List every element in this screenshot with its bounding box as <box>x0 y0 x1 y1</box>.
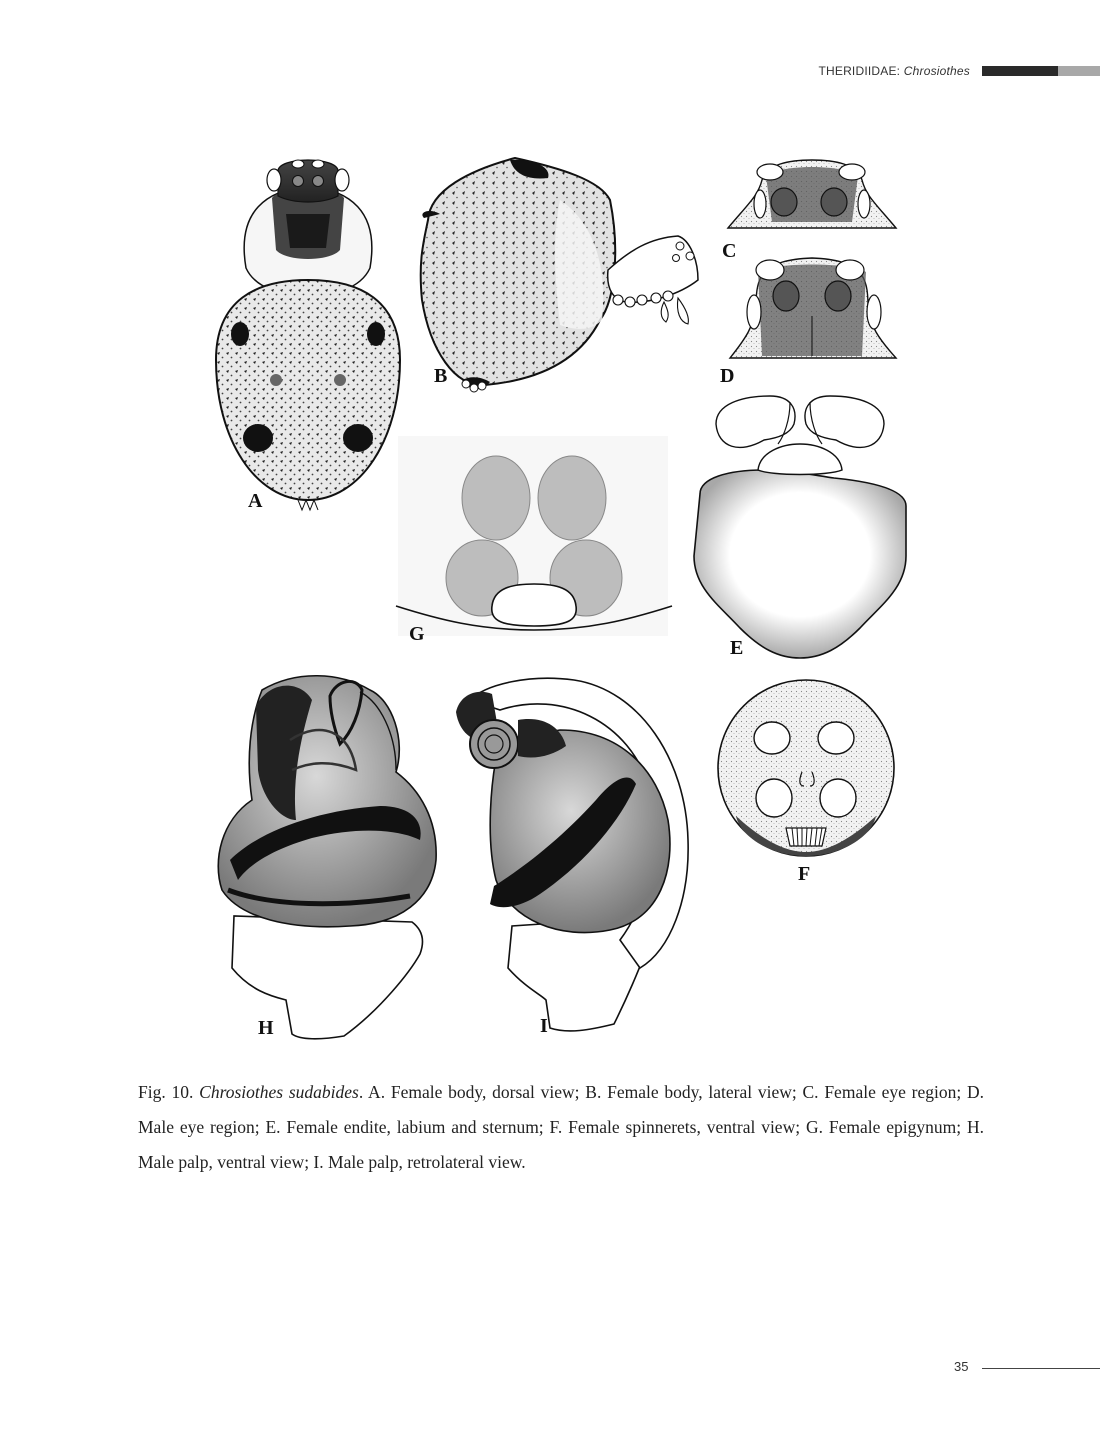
panel-i-drawing <box>456 678 688 1031</box>
panel-c-drawing <box>728 160 896 228</box>
panel-label-b: B <box>434 365 448 387</box>
running-head-family: THERIDIIDAE: <box>818 64 901 78</box>
figure-caption <box>138 1075 984 1180</box>
panel-label-g: G <box>409 623 425 645</box>
caption-species: Chrosiothes sudabides <box>199 1082 359 1102</box>
panel-g-drawing <box>396 436 672 636</box>
running-head-genus: Chrosiothes <box>903 64 970 78</box>
panel-label-h: H <box>258 1017 274 1039</box>
panel-label-d: D <box>720 365 735 387</box>
panel-f-drawing <box>718 680 894 856</box>
panel-e-drawing <box>694 396 906 658</box>
footer-rule <box>982 1368 1100 1369</box>
panel-label-i: I <box>540 1015 548 1037</box>
panel-label-a: A <box>248 490 263 512</box>
panel-label-c: C <box>722 240 737 262</box>
panel-h-drawing <box>218 676 436 1039</box>
panel-label-e: E <box>730 637 744 659</box>
panel-b-drawing <box>421 158 698 392</box>
panel-label-f: F <box>798 863 811 885</box>
panel-a-drawing <box>216 160 400 510</box>
caption-text: . A. Female body, dorsal view; B. Female body, lateral view; C. Female eye region; D. Male eye region; E. Female endite, labium and sternum; F. Female spinnerets, ventral view; G. Female epigynum; H. Male palp, ventral view; I. Male palp, retrolateral view. <box>138 1082 985 1172</box>
panel-d-drawing <box>730 258 896 358</box>
caption-prefix: Fig. 10. <box>138 1082 194 1102</box>
page-number: 35 <box>954 1359 969 1374</box>
